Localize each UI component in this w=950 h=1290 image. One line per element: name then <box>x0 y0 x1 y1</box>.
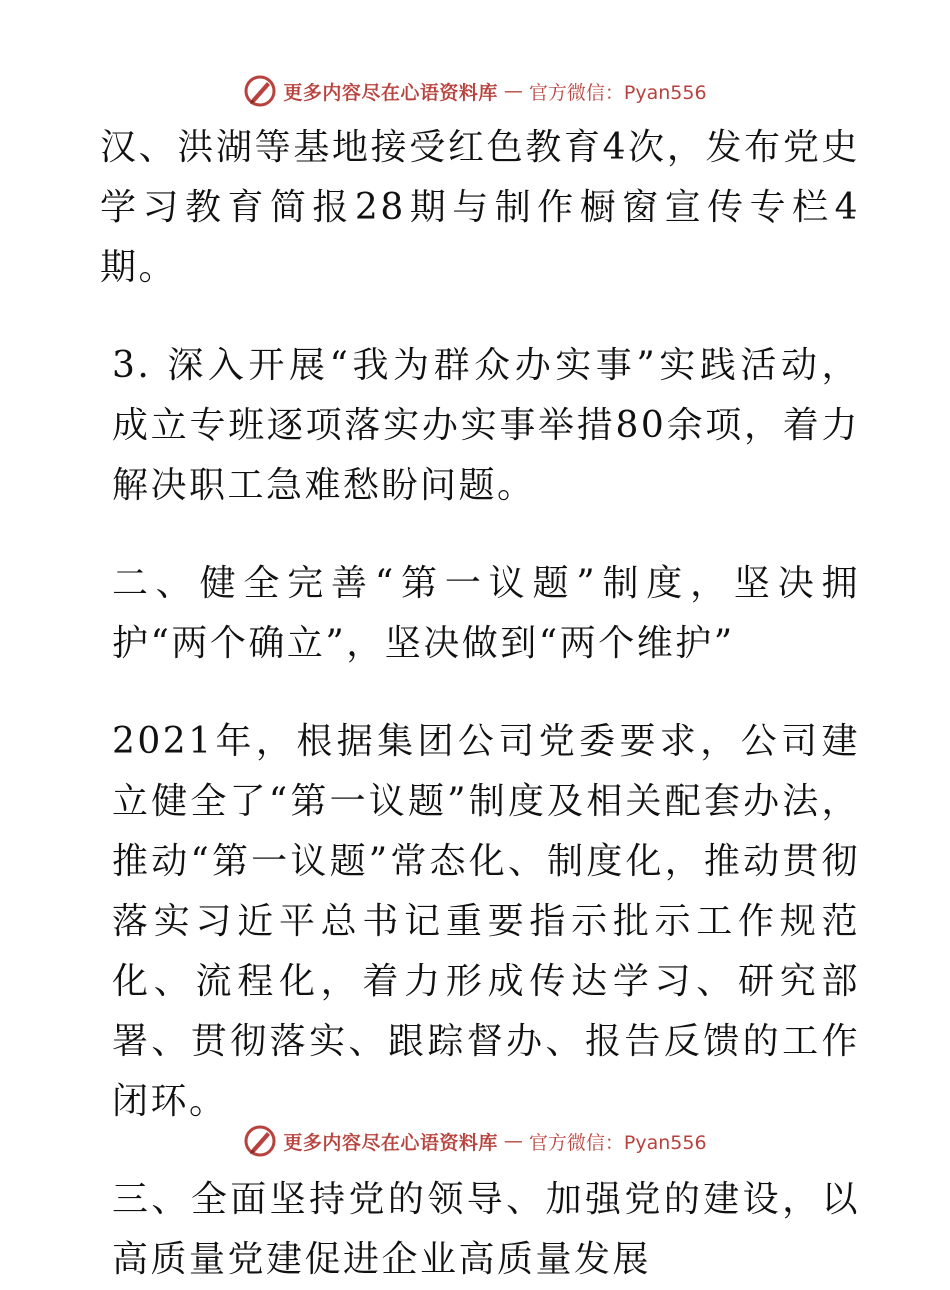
watermark-text: 更多内容尽在心语资料库 <box>283 81 498 104</box>
watermark-wechat: 官方微信：Pyan556 <box>528 1131 707 1154</box>
watermark-text: 更多内容尽在心语资料库 <box>283 1131 498 1154</box>
paragraph-continuation: 汉、洪湖等基地接受红色教育4次，发布党史学习教育简报28期与制作橱窗宣传专栏4期。 <box>100 127 860 288</box>
section-heading-3: 三、全面坚持党的领导、加强党的建设，以高质量党建促进企业高质量发展 <box>112 1179 860 1280</box>
watermark-wechat: 官方微信：Pyan556 <box>528 81 707 104</box>
watermark-dash: — <box>503 1130 523 1152</box>
pen-logo-icon <box>243 74 277 108</box>
paragraph-first-topic: 2021年，根据集团公司党委要求，公司建立健全了“第一议题”制度及相关配套办法，推动“第一议题”常态化、制度化，推动贯彻落实习近平总书记重要指示批示工作规范化、流程化，着力形成传达学习、研究部署、贯彻落实、跟踪督办、报告反馈的工作闭环。 <box>112 721 860 1122</box>
paragraph-item-3: 3. 深入开展“我为群众办实事”实践活动，成立专班逐项落实办实事举措80余项，着力解决职工急难愁盼问题。 <box>112 345 860 506</box>
watermark-footer <box>0 1121 950 1161</box>
section-heading-2: 二、健全完善“第一议题”制度，坚决拥护“两个确立”，坚决做到“两个维护” <box>112 563 860 664</box>
watermark-header <box>0 71 950 111</box>
document-body <box>100 118 860 1290</box>
watermark-dash: — <box>503 80 523 102</box>
pen-logo-icon <box>243 1124 277 1158</box>
